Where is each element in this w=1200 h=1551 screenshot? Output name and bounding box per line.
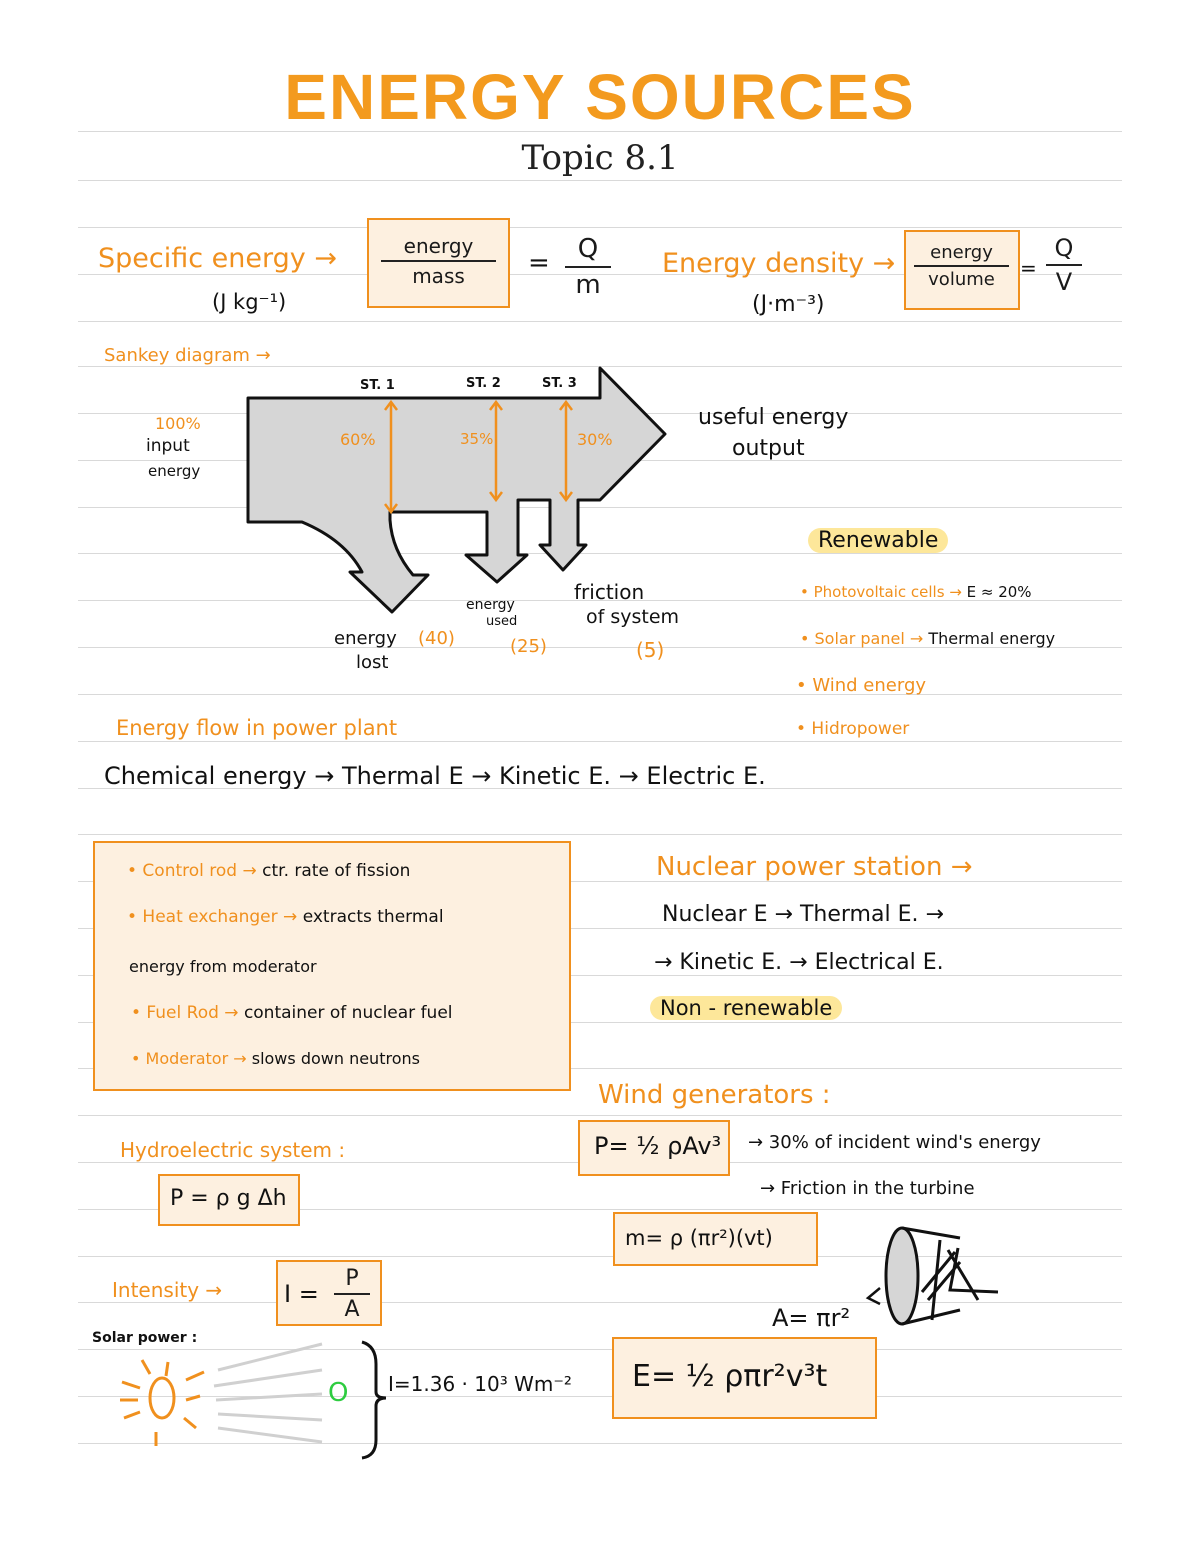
wind-power-formula-box	[578, 1120, 730, 1176]
input-label: input	[146, 436, 190, 456]
power-plant-heading: Energy flow in power plant	[116, 716, 398, 740]
reactor-item-detail: slows down neutrons	[251, 1049, 420, 1068]
friction-label-2: of system	[586, 606, 680, 628]
energy-used-label-2: used	[486, 614, 518, 629]
reactor-parts-box	[93, 841, 571, 1091]
fraction-denominator: mass	[412, 264, 465, 288]
friction-label: friction	[574, 580, 645, 604]
intensity-heading: Intensity →	[112, 1278, 223, 1302]
nuclear-heading: Nuclear power station →	[656, 852, 973, 882]
stage3-label: ST. 3	[542, 376, 577, 391]
energy-lost-label-2: lost	[356, 652, 389, 673]
friction-value: (5)	[636, 638, 665, 662]
stage3-percent: 30%	[577, 430, 613, 449]
q-symbol: Q	[1054, 234, 1074, 262]
reactor-item-label: • Heat exchanger →	[127, 907, 298, 927]
wind-energy-formula-box	[612, 1337, 877, 1419]
renewable-item-detail: Thermal energy	[928, 629, 1056, 648]
sankey-heading: Sankey diagram →	[104, 345, 271, 366]
wind-power-formula: P= ½ ρAv³	[594, 1132, 722, 1160]
renewable-item	[796, 675, 926, 696]
hydro-heading: Hydroelectric system :	[120, 1138, 346, 1162]
renewable-item	[800, 629, 1055, 648]
reactor-item	[127, 907, 444, 927]
renewable-item-label: • Photovoltaic cells →	[800, 583, 962, 601]
wind-note-2: → Friction in the turbine	[760, 1178, 975, 1199]
input-label-2: energy	[148, 462, 201, 480]
reactor-item-label: • Moderator →	[131, 1049, 247, 1068]
useful-output-label: useful energy	[698, 405, 849, 430]
non-renewable-tag: Non - renewable	[650, 996, 842, 1020]
page-subtitle: Topic 8.1	[521, 138, 679, 178]
renewable-item-label: • Wind energy	[796, 675, 927, 696]
energy-lost-label: energy	[334, 628, 397, 649]
intensity-formula-box	[276, 1260, 382, 1326]
reactor-item	[127, 861, 410, 881]
fraction-denominator: volume	[928, 269, 995, 290]
stage1-label: ST. 1	[360, 378, 395, 393]
useful-output-label-2: output	[732, 436, 805, 461]
energy-density-label: Energy density →	[662, 248, 896, 279]
q-symbol: Q	[577, 234, 599, 264]
wind-mass-formula: m= ρ (πr²)(vt)	[625, 1226, 773, 1250]
energy-used-value: (25)	[510, 636, 547, 657]
earth-symbol: O	[328, 1378, 349, 1408]
hydro-formula: P = ρ g Δh	[170, 1186, 287, 1211]
solar-power-label: Solar power :	[92, 1330, 198, 1346]
specific-energy-label: Specific energy →	[98, 243, 337, 274]
intensity-lhs: I =	[284, 1280, 319, 1308]
reactor-item	[129, 957, 317, 976]
reactor-item	[131, 1049, 420, 1068]
stage2-label: ST. 2	[466, 376, 501, 391]
specific-energy-unit: (J kg⁻¹)	[212, 290, 287, 314]
power-plant-flow: Chemical energy → Thermal E → Kinetic E. → Electric E.	[104, 762, 766, 790]
energy-lost-value: (40)	[418, 628, 455, 649]
reactor-item-detail: ctr. rate of fission	[262, 861, 411, 881]
renewable-item-detail: E ≈ 20%	[966, 583, 1032, 601]
wind-note-1: → 30% of incident wind's energy	[748, 1132, 1041, 1153]
equals-sign: =	[528, 248, 550, 278]
wind-turbine-sketch	[868, 1228, 998, 1324]
nuclear-flow-line2: → Kinetic E. → Electrical E.	[654, 950, 944, 975]
sankey-arrow-shape	[248, 368, 665, 612]
energy-density-unit: (J·m⁻³)	[752, 292, 825, 317]
reactor-item-label: • Control rod →	[127, 861, 257, 881]
area-formula: A= πr²	[772, 1304, 851, 1332]
renewable-item-label: • Solar panel →	[800, 629, 924, 648]
wind-heading: Wind generators :	[598, 1080, 831, 1110]
renewable-heading: Renewable	[808, 528, 948, 553]
solar-constant-value: I=1.36 · 10³ Wm⁻²	[388, 1372, 572, 1396]
sun-icon	[120, 1360, 204, 1446]
stage1-percent: 60%	[340, 430, 376, 449]
reactor-item-label: • Fuel Rod →	[131, 1003, 239, 1023]
intensity-fraction	[334, 1266, 370, 1322]
input-percent: 100%	[155, 414, 201, 433]
reactor-item-detail: container of nuclear fuel	[243, 1003, 453, 1023]
renewable-item-label: • Hidropower	[796, 719, 910, 739]
energy-used-label: energy	[466, 597, 515, 613]
reactor-item	[131, 1003, 453, 1023]
renewable-item	[800, 583, 1032, 601]
stage2-percent: 35%	[460, 430, 494, 448]
sun-rays	[214, 1344, 322, 1442]
wind-mass-formula-box	[613, 1212, 818, 1266]
fraction-numerator: energy	[403, 234, 474, 258]
hydro-formula-box	[158, 1174, 300, 1226]
page-title: ENERGY SOURCES	[284, 61, 916, 133]
m-symbol: m	[575, 270, 601, 300]
equals-sign: =	[1020, 256, 1037, 280]
fraction-numerator: energy	[930, 242, 993, 263]
fraction-bar	[334, 1293, 370, 1295]
brace	[362, 1342, 386, 1458]
fraction-numerator: P	[345, 1266, 359, 1291]
reactor-item-detail: energy from moderator	[129, 957, 317, 976]
fraction-denominator: A	[344, 1297, 360, 1322]
renewable-item	[796, 719, 909, 739]
reactor-item-detail: extracts thermal	[302, 907, 444, 927]
v-symbol: V	[1055, 268, 1073, 296]
wind-energy-formula: E= ½ ρπr²v³t	[632, 1359, 828, 1394]
nuclear-flow-line1: Nuclear E → Thermal E. →	[662, 902, 944, 927]
